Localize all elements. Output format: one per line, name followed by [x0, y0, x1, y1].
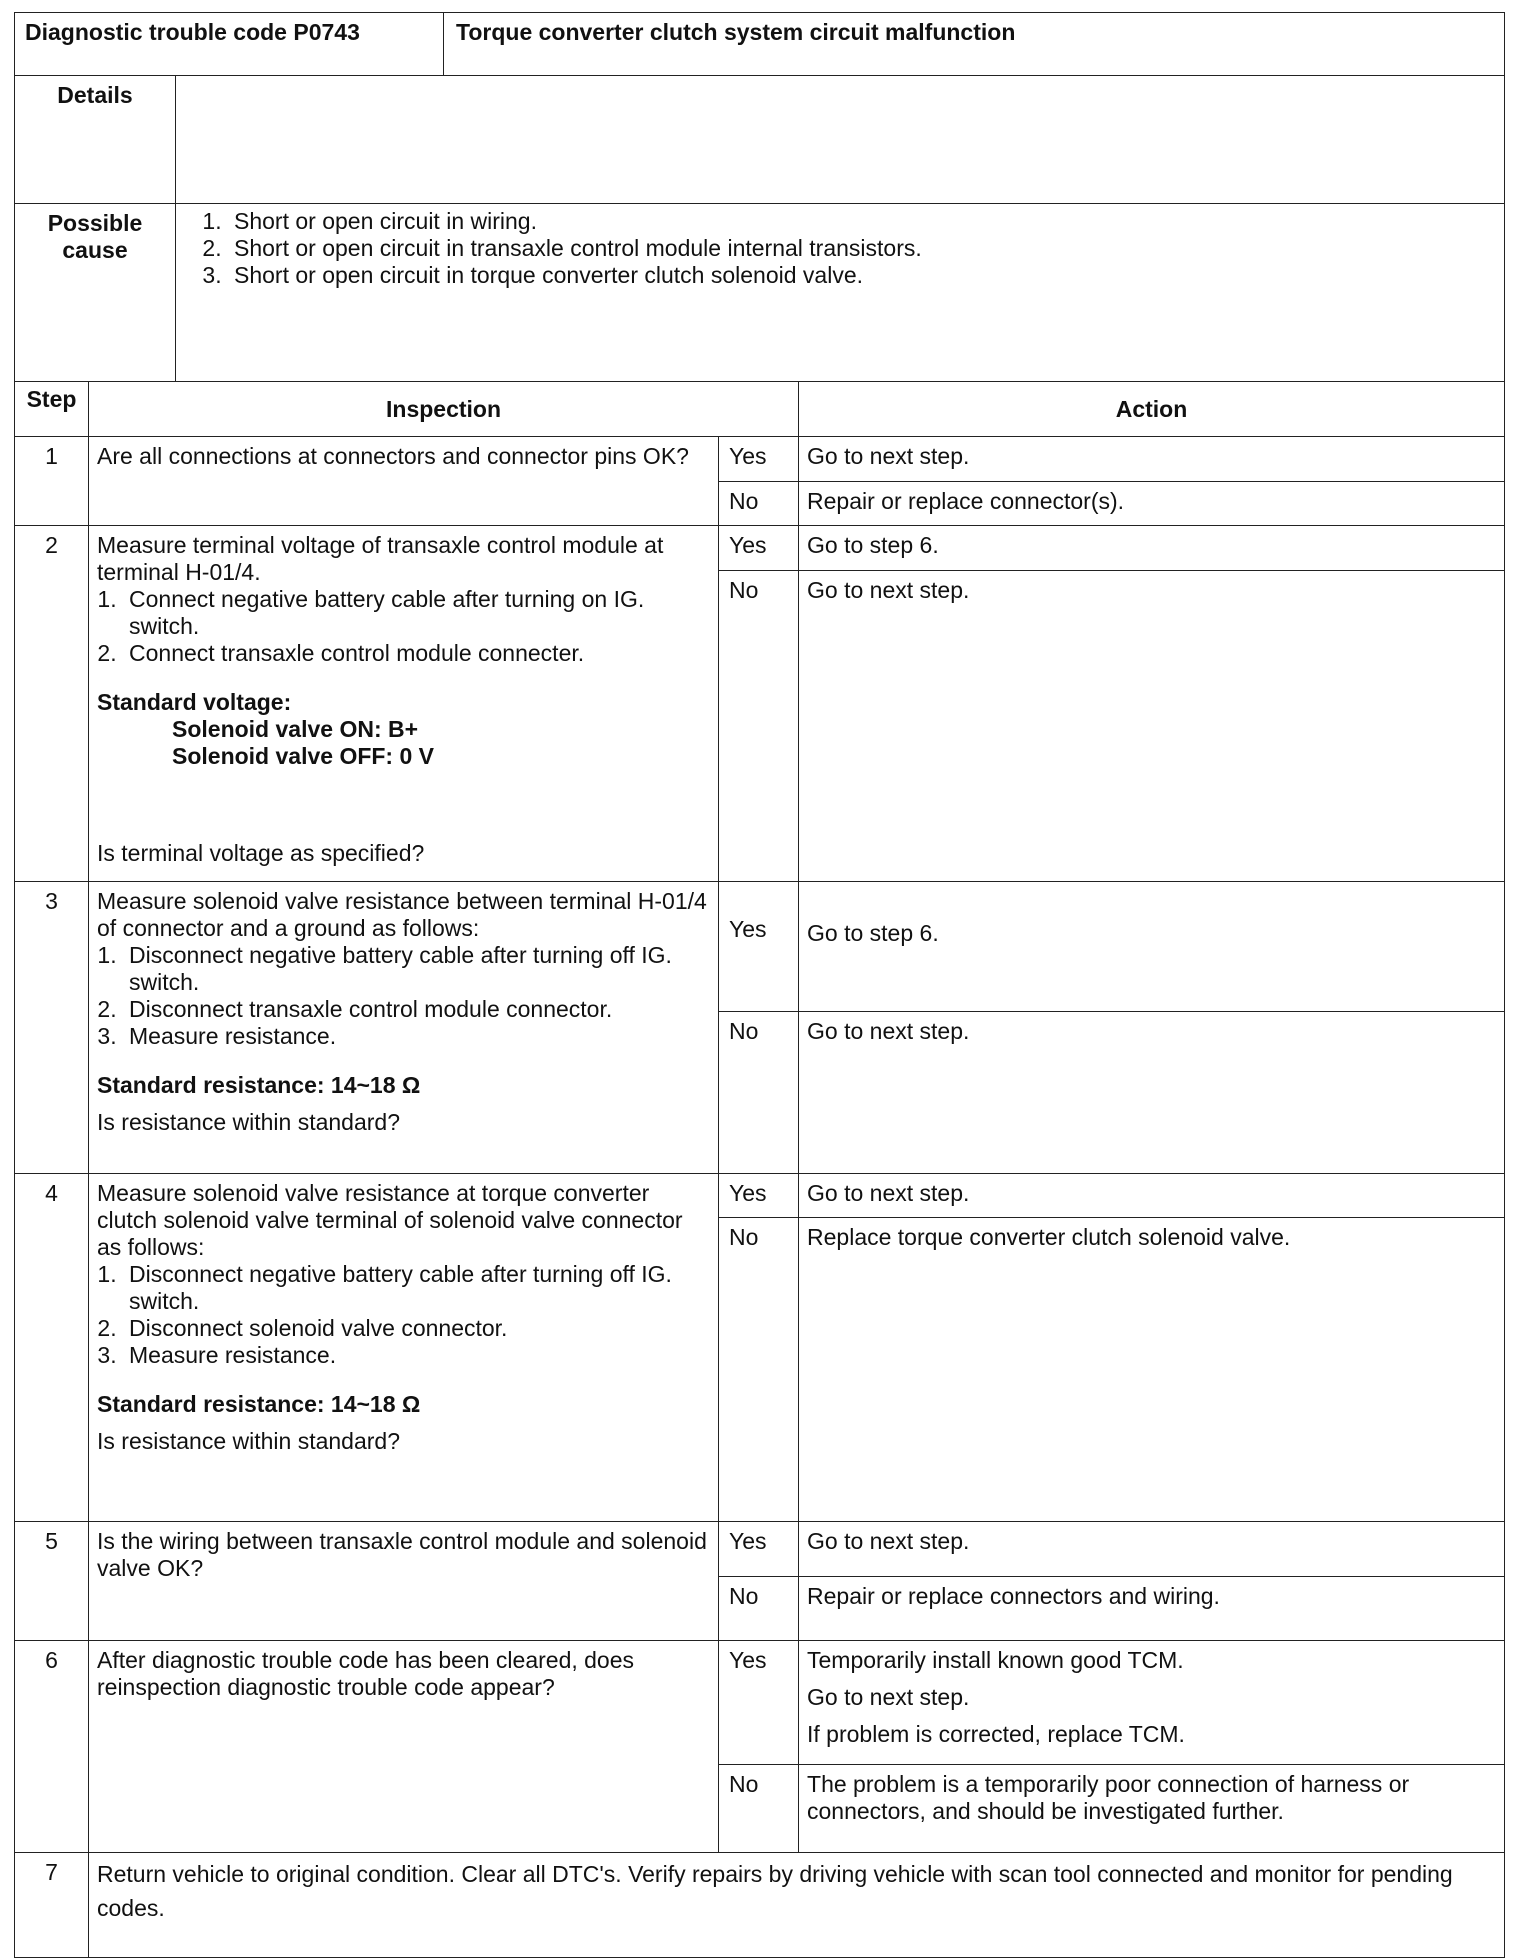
col-action-header: Action	[799, 382, 1505, 437]
substep-item: 2. Disconnect transaxle control module connector.	[123, 996, 710, 1023]
action-line: Temporarily install known good TCM.	[807, 1647, 1184, 1673]
yes-action	[799, 1641, 1505, 1765]
no-action: Go to next step.	[799, 571, 1505, 882]
step-number: 5	[15, 1522, 89, 1641]
yes-label: Yes	[719, 882, 799, 1012]
spec-label: Standard resistance: 14~18 Ω	[97, 1391, 421, 1417]
step-number: 1	[15, 437, 89, 526]
steps-table	[14, 381, 1505, 1958]
substep-item: 1. Disconnect negative battery cable after turning off IG. switch.	[123, 942, 710, 996]
action-line: Go to next step.	[807, 1684, 970, 1710]
spec-line: Solenoid valve ON: B+	[172, 716, 419, 742]
substep-list	[97, 586, 710, 667]
yes-action: Go to step 6.	[799, 882, 1505, 1012]
yes-action: Go to step 6.	[799, 526, 1505, 571]
no-label: No	[719, 1577, 799, 1641]
yes-label: Yes	[719, 437, 799, 482]
step-inspection: Are all connections at connectors and connector pins OK?	[89, 437, 719, 526]
yes-action: Go to next step.	[799, 1522, 1505, 1577]
details-label: Details	[15, 76, 176, 204]
step-number: 2	[15, 526, 89, 882]
possible-cause-item: 1. Short or open circuit in wiring.	[228, 208, 1496, 235]
yes-label: Yes	[719, 1174, 799, 1218]
possible-cause-list	[198, 208, 1496, 289]
step-number: 4	[15, 1174, 89, 1522]
substep-item: 1. Connect negative battery cable after turning on IG. switch.	[123, 586, 710, 640]
step-intro: Measure solenoid valve resistance at torque converter clutch solenoid valve terminal of solenoid valve connector as follows:	[97, 1180, 683, 1260]
dtc-code-label: Diagnostic trouble code P0743	[15, 13, 444, 76]
dtc-sheet	[14, 12, 1504, 1958]
yes-label: Yes	[719, 526, 799, 571]
substep-item: 1. Disconnect negative battery cable after turning off IG. switch.	[123, 1261, 710, 1315]
step-instruction: Return vehicle to original condition. Clear all DTC's. Verify repairs by driving vehicle with scan tool connected and monitor for pending codes.	[89, 1853, 1505, 1958]
possible-cause-item: 2. Short or open circuit in transaxle control module internal transistors.	[228, 235, 1496, 262]
yes-label: Yes	[719, 1641, 799, 1765]
no-label: No	[719, 482, 799, 526]
step-number: 3	[15, 882, 89, 1174]
substep-list	[97, 942, 710, 1050]
no-label: No	[719, 571, 799, 882]
substep-item: 2. Connect transaxle control module connecter.	[123, 640, 710, 667]
step-inspection: After diagnostic trouble code has been cleared, does reinspection diagnostic trouble code appear?	[89, 1641, 719, 1853]
no-label: No	[719, 1012, 799, 1174]
step-inspection	[89, 526, 719, 882]
substep-item: 3. Measure resistance.	[123, 1023, 710, 1050]
possible-cause-label: Possible cause	[15, 204, 176, 382]
no-action: Repair or replace connector(s).	[799, 482, 1505, 526]
no-action: Repair or replace connectors and wiring.	[799, 1577, 1505, 1641]
step-intro: Measure solenoid valve resistance between terminal H-01/4 of connector and a ground as follows:	[97, 888, 707, 941]
col-inspection-header: Inspection	[89, 382, 799, 437]
step-number: 6	[15, 1641, 89, 1853]
action-line: If problem is corrected, replace TCM.	[807, 1721, 1185, 1747]
step-question: Is resistance within standard?	[97, 1428, 400, 1454]
possible-cause-item: 3. Short or open circuit in torque converter clutch solenoid valve.	[228, 262, 1496, 289]
details-text	[176, 76, 1505, 204]
spec-line: Solenoid valve OFF: 0 V	[172, 743, 435, 769]
step-question: Is resistance within standard?	[97, 1109, 400, 1135]
step-number: 7	[15, 1853, 89, 1958]
no-action: Replace torque converter clutch solenoid valve.	[799, 1218, 1505, 1522]
spec-label: Standard voltage:	[97, 689, 292, 715]
no-label: No	[719, 1765, 799, 1853]
yes-action: Go to next step.	[799, 437, 1505, 482]
spec-label: Standard resistance: 14~18 Ω	[97, 1072, 421, 1098]
step-question: Is terminal voltage as specified?	[97, 840, 425, 866]
yes-label: Yes	[719, 1522, 799, 1577]
step-inspection	[89, 1174, 719, 1522]
substep-list	[97, 1261, 710, 1369]
no-label: No	[719, 1218, 799, 1522]
dtc-header-table	[14, 12, 1505, 382]
no-action: Go to next step.	[799, 1012, 1505, 1174]
dtc-title: Torque converter clutch system circuit malfunction	[444, 13, 1505, 76]
step-inspection: Is the wiring between transaxle control module and solenoid valve OK?	[89, 1522, 719, 1641]
yes-action: Go to next step.	[799, 1174, 1505, 1218]
no-action: The problem is a temporarily poor connection of harness or connectors, and should be investigated further.	[799, 1765, 1505, 1853]
col-step-header: Step	[15, 382, 89, 437]
step-intro: Measure terminal voltage of transaxle control module at terminal H-01/4.	[97, 532, 664, 585]
substep-item: 3. Measure resistance.	[123, 1342, 710, 1369]
step-inspection	[89, 882, 719, 1174]
substep-item: 2. Disconnect solenoid valve connector.	[123, 1315, 710, 1342]
